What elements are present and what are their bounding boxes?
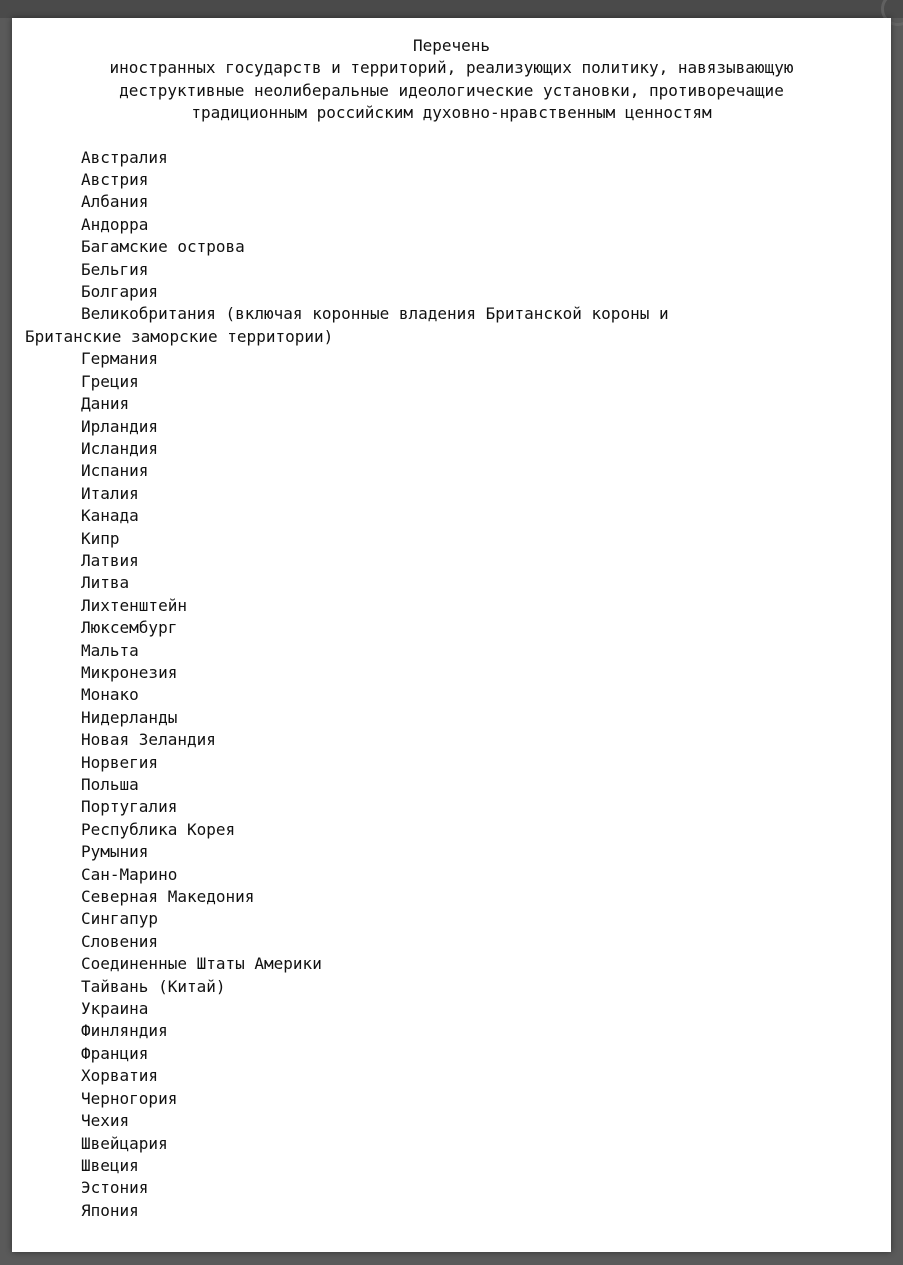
title-line: иностранных государств и территорий, реализующих политику, навязывающую — [109, 58, 794, 78]
list-item: Соединенные Штаты Америки — [81, 954, 322, 974]
list-item: Финляндия — [81, 1021, 168, 1041]
list-item: Сингапур — [81, 909, 159, 929]
list-item: Албания — [81, 192, 149, 212]
list-item: Великобритания (включая коронные владения Британской короны и — [81, 304, 669, 324]
list-item: Португалия — [81, 797, 178, 817]
country-list — [12, 147, 891, 1223]
list-item: Бельгия — [81, 259, 149, 279]
list-item: Греция — [81, 371, 139, 391]
list-item: Испания — [81, 461, 149, 481]
list-item: Ирландия — [81, 416, 159, 436]
list-item: Сан-Марино — [81, 864, 178, 884]
list-item: Украина — [81, 999, 149, 1019]
list-item: Болгария — [81, 282, 159, 302]
list-item: Дания — [81, 394, 130, 414]
list-item: Германия — [81, 349, 159, 369]
list-item: Черногория — [81, 1088, 178, 1108]
document-title — [12, 18, 891, 125]
viewer-top-bar — [0, 0, 903, 18]
list-item: Австралия — [81, 147, 168, 167]
list-item: Франция — [81, 1043, 149, 1063]
title-line: деструктивные неолиберальные идеологические установки, противоречащие — [119, 80, 784, 100]
title-line: традиционным российским духовно-нравственным ценностям — [191, 103, 712, 123]
list-item: Польша — [81, 775, 139, 794]
list-item: Люксембург — [81, 618, 178, 638]
list-item: Швейцария — [81, 1133, 168, 1153]
list-item: Кипр — [81, 528, 120, 548]
list-item: Мальта — [81, 640, 139, 660]
list-item: Австрия — [81, 170, 149, 190]
list-item: Япония — [81, 1200, 139, 1220]
list-item: Италия — [81, 483, 139, 503]
document-page — [12, 18, 891, 1252]
title-line: Перечень — [412, 36, 491, 55]
list-item: Литва — [81, 573, 130, 593]
list-item: Румыния — [81, 842, 149, 862]
list-item: Багамские острова — [81, 237, 245, 257]
list-item: Лихтенштейн — [81, 595, 187, 615]
list-item: Швеция — [81, 1155, 139, 1175]
list-item: Латвия — [81, 550, 139, 570]
list-item: Хорватия — [81, 1066, 159, 1086]
list-item: Британские заморские территории) — [25, 326, 334, 346]
list-item: Словения — [81, 931, 159, 951]
list-item: Тайвань (Китай) — [81, 976, 226, 996]
list-item: Эстония — [81, 1178, 149, 1198]
list-item: Чехия — [81, 1111, 130, 1131]
list-item: Норвегия — [81, 752, 159, 772]
list-item: Новая Зеландия — [81, 730, 216, 750]
list-item: Микронезия — [81, 662, 178, 682]
list-item: Северная Македония — [81, 887, 255, 907]
list-item: Канада — [81, 506, 139, 526]
list-item: Монако — [81, 685, 139, 705]
list-item: Нидерланды — [81, 707, 178, 727]
list-item: Республика Корея — [81, 819, 236, 839]
list-item: Андорра — [81, 214, 149, 234]
list-item: Исландия — [81, 438, 159, 458]
